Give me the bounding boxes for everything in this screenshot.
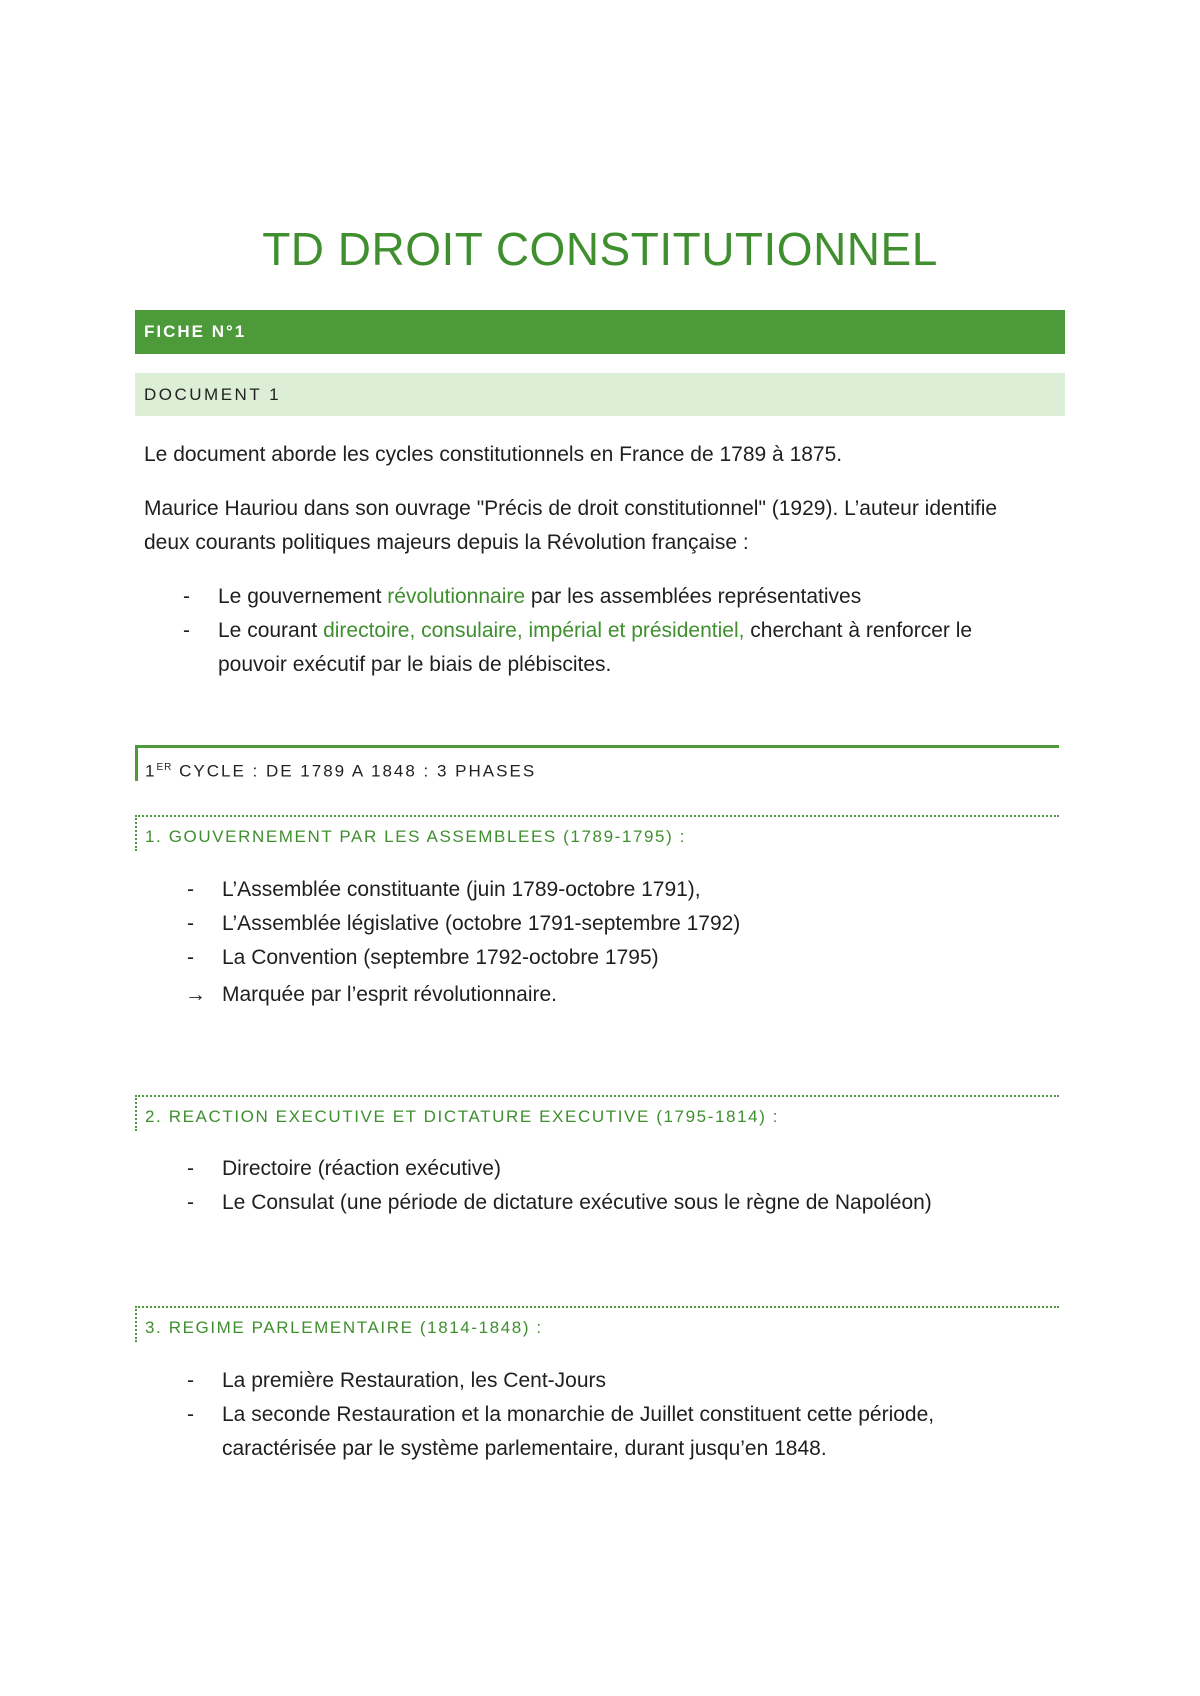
dash-bullet: - <box>183 619 190 642</box>
phase-3-heading: 3. REGIME PARLEMENTAIRE (1814-1848) : <box>135 1306 1059 1342</box>
courant-2-highlight: directoire, consulaire, impérial et présidentiel, <box>323 619 745 642</box>
dash-bullet: - <box>187 946 194 969</box>
dash-bullet: - <box>187 1191 194 1214</box>
cycle-number: 1 <box>145 761 157 781</box>
cycle-heading-text: CYCLE : DE 1789 A 1848 : 3 PHASES <box>172 761 537 781</box>
phase-1-item: L’Assemblée législative (octobre 1791-septembre 1792) <box>222 912 741 935</box>
dash-bullet: - <box>187 912 194 935</box>
hauriou-line-2: deux courants politiques majeurs depuis la Révolution française : <box>144 531 749 554</box>
document-heading: DOCUMENT 1 <box>135 373 1065 416</box>
page-title: TD DROIT CONSTITUTIONNEL <box>262 223 938 275</box>
dash-bullet: - <box>187 1157 194 1180</box>
phase-3-item: La première Restauration, les Cent-Jours <box>222 1369 607 1392</box>
phase-1-item: La Convention (septembre 1792-octobre 1795) <box>222 946 659 969</box>
dash-bullet: - <box>187 1403 194 1426</box>
phase-1-conclusion: Marquée par l’esprit révolutionnaire. <box>222 983 558 1006</box>
phase-3-item-line-2: caractérisée par le système parlementaire, durant jusqu’en 1848. <box>222 1437 827 1460</box>
courant-1-post: par les assemblées représentatives <box>525 585 862 608</box>
intro-paragraph: Le document aborde les cycles constitutionnels en France de 1789 à 1875. <box>144 443 843 466</box>
arrow-icon: → <box>185 983 206 1006</box>
phase-1-item: L’Assemblée constituante (juin 1789-octobre 1791), <box>222 878 701 901</box>
courant-2-post: cherchant à renforcer le <box>744 619 973 642</box>
hauriou-line-1: Maurice Hauriou dans son ouvrage "Précis de droit constitutionnel" (1929). L’auteur identifie <box>144 497 998 520</box>
courant-2-pre: Le courant <box>218 619 324 642</box>
dash-bullet: - <box>183 585 190 608</box>
cycle-superscript: ER <box>156 762 173 773</box>
fiche-heading: FICHE N°1 <box>135 310 1065 354</box>
courant-2-line-2: pouvoir exécutif par le biais de plébiscites. <box>218 653 612 676</box>
dash-bullet: - <box>187 878 194 901</box>
courant-1-pre: Le gouvernement <box>218 585 388 608</box>
phase-2-item: Le Consulat (une période de dictature exécutive sous le règne de Napoléon) <box>222 1191 932 1214</box>
phase-3-item: La seconde Restauration et la monarchie de Juillet constituent cette période, <box>222 1403 935 1426</box>
dash-bullet: - <box>187 1369 194 1392</box>
courant-1-text <box>218 580 861 614</box>
phase-1-heading: 1. GOUVERNEMENT PAR LES ASSEMBLEES (1789-1795) : <box>135 815 1059 851</box>
phase-2-heading: 2. REACTION EXECUTIVE ET DICTATURE EXECUTIVE (1795-1814) : <box>135 1095 1059 1131</box>
courant-1-highlight: révolutionnaire <box>387 585 526 608</box>
phase-2-item: Directoire (réaction exécutive) <box>222 1157 501 1180</box>
courant-2-text <box>218 614 972 648</box>
cycle-heading <box>135 745 1059 781</box>
